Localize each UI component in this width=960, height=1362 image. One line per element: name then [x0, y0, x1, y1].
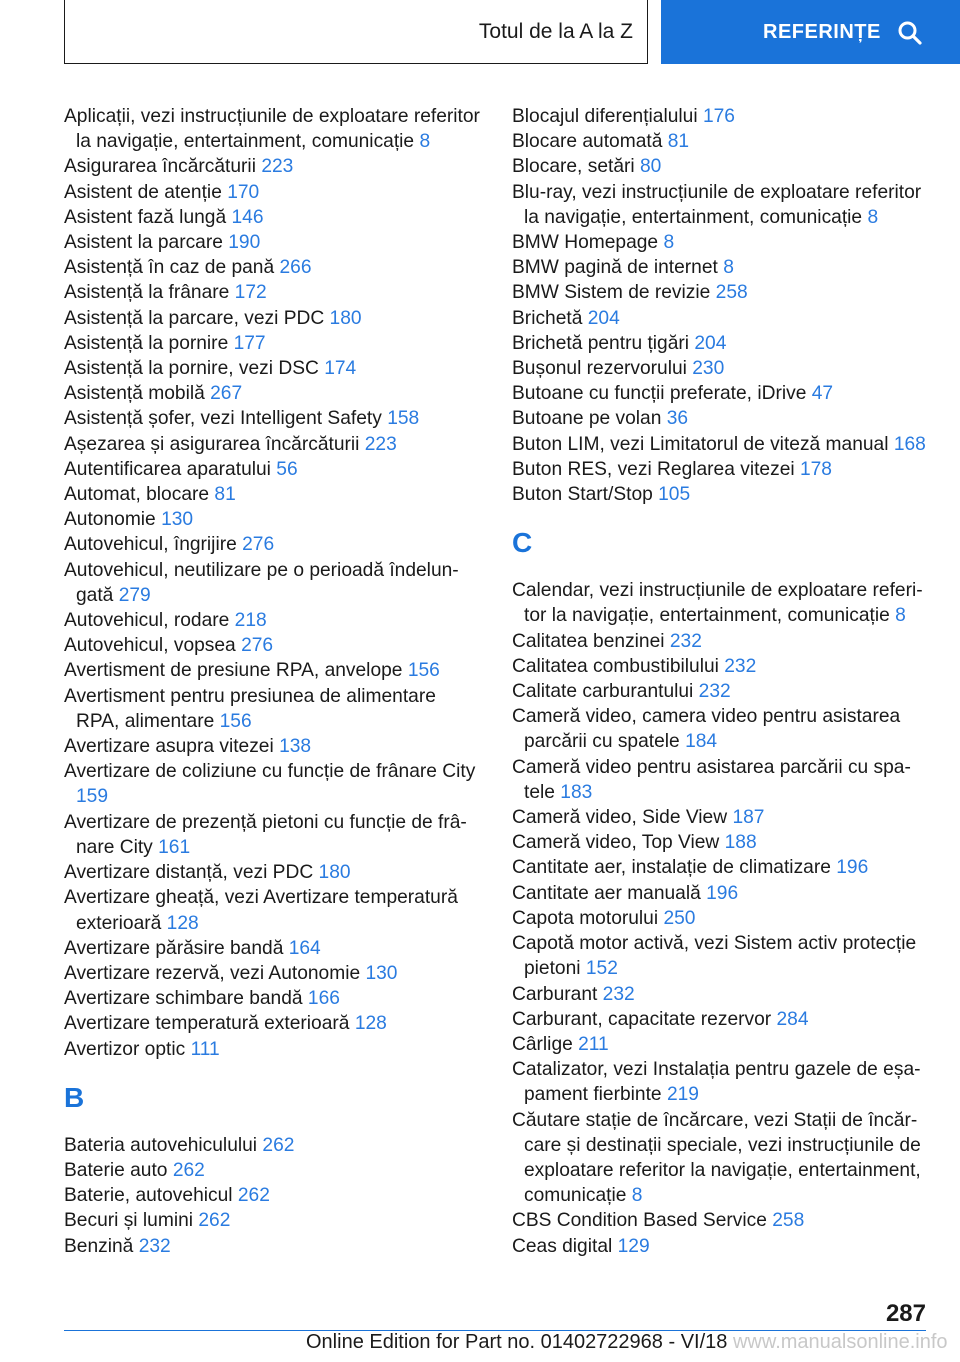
index-entry-term: Blocare automată	[512, 131, 663, 153]
index-entry-term: Bateria autovehiculului	[64, 1134, 258, 1156]
index-entry-page-link[interactable]: 266	[279, 257, 312, 279]
index-column-left	[64, 104, 484, 1259]
index-entry-page-link[interactable]: 230	[692, 358, 725, 380]
index-entry-term: Capotă motor activă, vezi Sistem activ protecție pietoni	[512, 933, 917, 980]
index-entry-page-link[interactable]: 161	[158, 836, 191, 858]
index-entry-page-link[interactable]: 158	[387, 408, 420, 430]
index-entry	[64, 381, 484, 406]
index-entry-term: Asistență la parcare, vezi PDC	[64, 307, 325, 329]
index-entry-page-link[interactable]: 223	[261, 156, 294, 178]
index-entry-page-link[interactable]: 81	[214, 484, 236, 506]
index-entry	[64, 1011, 484, 1036]
index-entry-page-link[interactable]: 262	[262, 1134, 295, 1156]
index-entry	[64, 205, 484, 230]
index-entry-term: Becuri și lumini	[64, 1210, 194, 1232]
index-entry-page-link[interactable]: 47	[811, 383, 834, 405]
index-entry-term: Avertizare părăsire bandă	[64, 937, 284, 959]
index-entry-page-link[interactable]: 8	[723, 257, 734, 279]
index-entry	[64, 507, 484, 532]
index-entry	[512, 578, 930, 628]
index-entry-page-link[interactable]: 258	[715, 282, 748, 304]
index-entry-page-link[interactable]: 8	[419, 131, 431, 153]
index-entry-term: Autentificarea aparatului	[64, 458, 271, 480]
index-entry	[512, 830, 930, 855]
index-entry-page-link[interactable]: 176	[702, 106, 735, 127]
index-entry	[512, 931, 930, 981]
index-entry-page-link[interactable]: 156	[219, 710, 252, 732]
index-entry-term: Asistent la parcare	[64, 232, 223, 254]
index-entry-term: Calendar, vezi instrucțiunile de exploatare referi‐ tor la navigație, entertainment, comunicație	[512, 580, 923, 627]
index-entry-term: Buton Start/Stop	[512, 484, 653, 506]
index-entry-term: Cantitate aer, instalație de climatizare	[512, 857, 831, 879]
index-entry-page-link[interactable]: 164	[288, 937, 321, 959]
index-entry-term: Catalizator, vezi Instalația pentru gazele de eșa‐ pament fierbinte	[512, 1059, 921, 1106]
index-entry	[512, 406, 930, 431]
index-entry-term: Avertizare distanță, vezi PDC	[64, 862, 314, 884]
index-entry-page-link[interactable]: 232	[138, 1235, 171, 1257]
index-entry	[512, 805, 930, 830]
footer-edition	[306, 1331, 948, 1354]
index-entry	[64, 936, 484, 961]
index-entry-page-link[interactable]: 250	[663, 907, 696, 929]
index-entry	[64, 457, 484, 482]
section-tab[interactable]	[64, 0, 648, 64]
index-entry-page-link[interactable]: 156	[407, 660, 440, 682]
index-entry	[512, 1208, 930, 1233]
index-entry-term: Baterie, autovehicul	[64, 1185, 233, 1207]
index-entry-term: Autonomie	[64, 509, 156, 531]
index-entry	[64, 432, 484, 457]
index-entry	[64, 961, 484, 986]
index-entry-page-link[interactable]: 262	[237, 1185, 270, 1207]
index-entry-page-link[interactable]: 190	[228, 232, 261, 254]
index-entry-term: Avertizare temperatură exterioară	[64, 1013, 350, 1035]
index-entry	[512, 755, 930, 805]
index-entry-page-link[interactable]: 128	[354, 1013, 387, 1035]
index-entry	[64, 860, 484, 885]
index-entry-term: Avertizare gheață, vezi Avertizare temperatură exterioară	[64, 887, 458, 934]
index-entry-term: Asistență la pornire, vezi DSC	[64, 358, 319, 380]
index-entry	[64, 1183, 484, 1208]
index-entry-term: Buton RES, vezi Reglarea vitezei	[512, 458, 795, 480]
index-entry	[64, 558, 484, 608]
index-entry-term: Avertizare de coliziune cu funcție de frânare City	[64, 761, 476, 783]
index-entry	[64, 885, 484, 935]
search-icon[interactable]	[897, 20, 923, 46]
index-entry	[512, 679, 930, 704]
index-entry-page-link[interactable]: 232	[698, 681, 731, 703]
index-entry-term: Asistență la pornire	[64, 332, 229, 354]
index-entry-term: Aplicații, vezi instrucțiunile de exploatare referitor la navigație, entertainment, comunicație	[64, 106, 480, 153]
index-entry	[512, 482, 930, 507]
index-entry	[512, 356, 930, 381]
index-entry-page-link[interactable]: 128	[166, 912, 199, 934]
index-entry-page-link[interactable]: 211	[578, 1033, 609, 1055]
index-entry-page-link[interactable]: 267	[210, 383, 243, 405]
index-entry-page-link[interactable]: 172	[234, 282, 267, 304]
index-column-right	[512, 104, 930, 1259]
index-entry-term: Avertisment de presiune RPA, anvelope	[64, 660, 403, 682]
index-entry-page-link[interactable]: 130	[161, 509, 194, 531]
index-entry	[64, 104, 484, 154]
index-entry	[512, 629, 930, 654]
index-entry-term: Calitatea combustibilului	[512, 655, 719, 677]
index-entry	[512, 855, 930, 880]
index-entry-page-link[interactable]: 80	[639, 156, 662, 178]
index-entry-page-link[interactable]: 152	[585, 958, 618, 980]
index-entry-page-link[interactable]: 81	[667, 131, 690, 153]
index-entry-page-link[interactable]: 204	[587, 307, 620, 329]
index-entry	[64, 1208, 484, 1233]
index-entry-page-link[interactable]: 279	[118, 584, 151, 606]
index-entry-page-link[interactable]: 159	[76, 786, 109, 808]
index-entry-term: Blu-ray, vezi instrucțiunile de exploatare referitor la navigație, entertainment, comunicație	[512, 181, 922, 228]
index-entry-page-link[interactable]: 138	[279, 736, 312, 758]
index-entry-page-link[interactable]: 178	[799, 458, 832, 480]
index-entry-term: Butoane pe volan	[512, 408, 662, 430]
index-entry	[64, 356, 484, 381]
index-entry	[512, 432, 930, 457]
index-entry-page-link[interactable]: 232	[724, 655, 757, 677]
index-entry-page-link[interactable]: 146	[231, 206, 264, 228]
index-entry	[512, 1057, 930, 1107]
page-number: 287	[885, 1300, 926, 1327]
index-entry-page-link[interactable]: 170	[227, 181, 260, 203]
index-entry-term: Asistent de atenție	[64, 181, 222, 203]
index-entry	[64, 180, 484, 205]
index-entry-page-link[interactable]: 129	[617, 1235, 650, 1257]
index-entry-term: Cameră video, Top View	[512, 832, 720, 854]
index-letter-heading: B	[64, 1081, 85, 1113]
index-entry-page-link[interactable]: 276	[241, 635, 274, 657]
index-entry	[512, 331, 930, 356]
index-entry-term: Asistență în caz de pană	[64, 257, 275, 279]
index-entry-term: Blocare, setări	[512, 156, 635, 178]
watermark: www.manualsonline.info	[727, 1331, 948, 1353]
index-entry	[64, 986, 484, 1011]
index-entry-term: Asigurarea încărcăturii	[64, 156, 256, 178]
index-entry-term: Avertisment pentru presiunea de alimentare RPA, alimentare	[64, 685, 436, 732]
index-entry-term: Asistență la frânare	[64, 282, 230, 304]
index-entry	[512, 230, 930, 255]
references-tab[interactable]	[661, 0, 960, 64]
index-entry	[64, 1158, 484, 1183]
index-entry-page-link[interactable]: 105	[658, 484, 691, 506]
index-entry-page-link[interactable]: 8	[867, 206, 879, 228]
index-entry	[512, 255, 930, 280]
index-entry	[64, 154, 484, 179]
index-entry-term: Asistent fază lungă	[64, 206, 227, 228]
index-entry-term: Autovehicul, rodare	[64, 610, 230, 632]
index-entry-page-link[interactable]: 187	[732, 807, 765, 829]
index-entry	[512, 1032, 930, 1057]
index-entry-term: Baterie auto	[64, 1159, 168, 1181]
index-entry	[512, 129, 930, 154]
index-entry-term: Brichetă	[512, 307, 583, 329]
page-header	[0, 0, 960, 66]
index-entry-page-link[interactable]: 262	[198, 1210, 231, 1232]
index-entry	[512, 881, 930, 906]
index-entry-term: CBS Condition Based Service	[512, 1210, 767, 1232]
references-label: REFERINȚE	[763, 20, 881, 43]
index-entry-term: Calitatea benzinei	[512, 630, 665, 652]
index-entry-page-link[interactable]: 174	[324, 358, 357, 380]
index-letter-heading: C	[512, 527, 533, 559]
index-entry-page-link[interactable]: 130	[365, 962, 398, 984]
index-entry	[64, 280, 484, 305]
index-entry	[512, 982, 930, 1007]
index-entry-term: Așezarea și asigurarea încărcăturii	[64, 433, 360, 455]
index-entry	[512, 654, 930, 679]
index-entry	[64, 230, 484, 255]
index-entry-term: Buton LIM, vezi Limitatorul de viteză manual	[512, 433, 889, 455]
index-entry-page-link[interactable]: 232	[669, 630, 702, 652]
index-entry-page-link[interactable]: 166	[307, 988, 340, 1010]
index-entry	[512, 180, 930, 230]
index-entry-term: Cârlige	[512, 1033, 573, 1055]
index-entry-page-link[interactable]: 111	[190, 1038, 220, 1060]
index-entry-term: Cantitate aer manuală	[512, 882, 701, 904]
index-entry-page-link[interactable]: 180	[329, 307, 362, 329]
index-entry-term: Blocajul diferențialului	[512, 106, 698, 127]
index-entry	[64, 255, 484, 280]
index-entry-term: Ceas digital	[512, 1235, 613, 1257]
index-entry-page-link[interactable]: 8	[631, 1185, 643, 1207]
index-entry-page-link[interactable]: 168	[893, 433, 926, 455]
index-entry-term: Căutare stație de încărcare, vezi Stații de încăr‐ care și destinații speciale, vezi instrucțiunile de exploatare referitor la navigație, entertainment, comunicație	[512, 1109, 921, 1207]
index-entry-page-link[interactable]: 196	[706, 882, 739, 904]
index-entry	[64, 1234, 484, 1259]
index-entry	[512, 1234, 930, 1259]
index-entry-page-link[interactable]: 184	[685, 731, 718, 753]
index-entry-page-link[interactable]: 204	[694, 332, 727, 354]
index-entry-term: Avertizor optic	[64, 1038, 186, 1060]
index-entry-term: BMW pagină de internet	[512, 257, 718, 279]
index-entry-term: Asistență mobilă	[64, 383, 205, 405]
index-entry	[512, 306, 930, 331]
index-entry-term: Calitate carburantului	[512, 681, 694, 703]
index-entry	[512, 104, 930, 129]
index-entry-page-link[interactable]: 8	[663, 232, 675, 254]
index-entry-page-link[interactable]: 232	[602, 983, 635, 1005]
index-entry	[64, 406, 484, 431]
index-entry-term: Avertizare asupra vitezei	[64, 736, 274, 758]
index-entry-term: Carburant	[512, 983, 598, 1005]
index-entry	[512, 1108, 930, 1209]
index-entry-page-link[interactable]: 218	[234, 610, 267, 632]
index-entry-term: Benzină	[64, 1235, 134, 1257]
index-entry-term: Avertizare rezervă, vezi Autonomie	[64, 962, 361, 984]
index-entry-page-link[interactable]: 284	[776, 1008, 809, 1030]
index-entry-term: Brichetă pentru țigări	[512, 332, 690, 354]
index-entry-term: Bușonul rezervorului	[512, 358, 687, 380]
index-entry	[512, 280, 930, 305]
index-entry-page-link[interactable]: 196	[836, 857, 869, 879]
index-entry-page-link[interactable]: 188	[724, 832, 757, 854]
index-entry-term: Cameră video pentru asistarea parcării cu spa‐ tele	[512, 756, 911, 803]
index-entry-term: Carburant, capacitate rezervor	[512, 1008, 772, 1030]
index-entry	[64, 684, 484, 734]
index-entry-page-link[interactable]: 56	[276, 458, 298, 480]
index-entry-page-link[interactable]: 183	[560, 781, 593, 803]
index-entry-term: Autovehicul, vopsea	[64, 635, 236, 657]
index-entry	[512, 154, 930, 179]
index-entry-term: Automat, blocare	[64, 484, 210, 506]
index-entry-term: BMW Sistem de revizie	[512, 282, 711, 304]
index-entry	[64, 1037, 484, 1062]
index-entry-page-link[interactable]: 219	[666, 1084, 699, 1106]
index-entry-term: Autovehicul, îngrijire	[64, 534, 237, 556]
index-entry-term: Capota motorului	[512, 907, 659, 929]
index-entry-page-link[interactable]: 177	[233, 332, 266, 354]
index-entry	[64, 734, 484, 759]
index-entry	[64, 1133, 484, 1158]
section-title: Totul de la A la Z	[478, 19, 633, 43]
index-entry	[64, 759, 484, 809]
index-entry	[64, 482, 484, 507]
index-entry-term: Avertizare de prezență pietoni cu funcție de frâ‐ nare City	[64, 811, 467, 858]
index-entry-term: Asistență șofer, vezi Intelligent Safety	[64, 408, 382, 430]
index-entry-term: Butoane cu funcții preferate, iDrive	[512, 383, 807, 405]
index-entry	[64, 331, 484, 356]
index-entry-term: BMW Homepage	[512, 232, 659, 254]
index-entry	[64, 306, 484, 331]
index-entry-page-link[interactable]: 180	[318, 862, 351, 884]
index-entry	[64, 810, 484, 860]
index-entry	[512, 381, 930, 406]
index-entry	[512, 1007, 930, 1032]
footer-edition-text: Online Edition for Part no. 01402722968 - VI/18	[306, 1331, 728, 1353]
index-entry-term: Cameră video, camera video pentru asistarea parcării cu spatele	[512, 706, 901, 753]
index-entry-page-link[interactable]: 223	[364, 433, 397, 455]
index-entry-page-link[interactable]: 8	[895, 605, 906, 627]
index-entry	[64, 658, 484, 683]
index-entry-term: Autovehicul, neutilizare pe o perioadă îndelun‐ gată	[64, 559, 459, 606]
index-entry	[64, 633, 484, 658]
index-entry	[512, 906, 930, 931]
index-entry-page-link[interactable]: 36	[666, 408, 689, 430]
index-entry-page-link[interactable]: 262	[172, 1159, 205, 1181]
index-entry	[512, 704, 930, 754]
index-entry-page-link[interactable]: 276	[242, 534, 275, 556]
index-entry	[512, 457, 930, 482]
index-entry-term: Avertizare schimbare bandă	[64, 988, 303, 1010]
index-entry-term: Cameră video, Side View	[512, 807, 728, 829]
index-entry	[64, 608, 484, 633]
index-entry-page-link[interactable]: 258	[772, 1210, 805, 1232]
index-entry	[64, 532, 484, 557]
